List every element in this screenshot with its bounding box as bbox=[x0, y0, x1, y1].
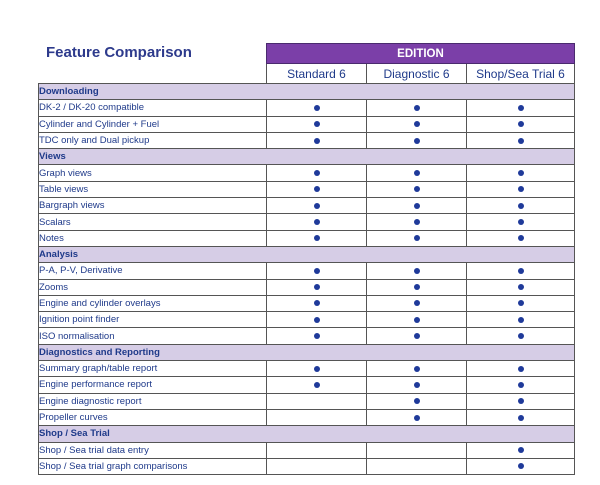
availability-cell bbox=[267, 132, 367, 148]
availability-cell bbox=[467, 214, 575, 230]
included-dot-icon bbox=[414, 366, 420, 372]
availability-cell bbox=[267, 295, 367, 311]
table-row bbox=[39, 377, 575, 393]
feature-label: Table views bbox=[39, 181, 267, 197]
table-row bbox=[39, 100, 575, 116]
availability-cell bbox=[467, 263, 575, 279]
included-dot-icon bbox=[314, 170, 320, 176]
availability-cell bbox=[467, 116, 575, 132]
availability-cell bbox=[467, 198, 575, 214]
included-dot-icon bbox=[414, 300, 420, 306]
included-dot-icon bbox=[414, 105, 420, 111]
section-row bbox=[39, 246, 575, 262]
availability-cell bbox=[367, 442, 467, 458]
included-dot-icon bbox=[518, 268, 524, 274]
included-dot-icon bbox=[518, 317, 524, 323]
section-row bbox=[39, 149, 575, 165]
included-dot-icon bbox=[314, 366, 320, 372]
included-dot-icon bbox=[314, 203, 320, 209]
included-dot-icon bbox=[518, 138, 524, 144]
included-dot-icon bbox=[518, 105, 524, 111]
section-row bbox=[39, 344, 575, 360]
availability-cell bbox=[367, 409, 467, 425]
availability-cell bbox=[267, 263, 367, 279]
included-dot-icon bbox=[314, 121, 320, 127]
availability-cell bbox=[467, 312, 575, 328]
availability-cell bbox=[367, 230, 467, 246]
included-dot-icon bbox=[414, 415, 420, 421]
edition-names-row bbox=[39, 64, 575, 84]
included-dot-icon bbox=[518, 382, 524, 388]
section-label: Views bbox=[39, 149, 575, 165]
section-row bbox=[39, 84, 575, 100]
included-dot-icon bbox=[518, 333, 524, 339]
feature-label: DK-2 / DK-20 compatible bbox=[39, 100, 267, 116]
included-dot-icon bbox=[414, 138, 420, 144]
feature-label: Zooms bbox=[39, 279, 267, 295]
table-row bbox=[39, 442, 575, 458]
included-dot-icon bbox=[518, 170, 524, 176]
edition-diagnostic: Diagnostic 6 bbox=[367, 64, 467, 84]
feature-label: Engine and cylinder overlays bbox=[39, 295, 267, 311]
availability-cell bbox=[467, 361, 575, 377]
availability-cell bbox=[267, 377, 367, 393]
availability-cell bbox=[367, 295, 467, 311]
availability-cell bbox=[467, 165, 575, 181]
included-dot-icon bbox=[518, 300, 524, 306]
table-row bbox=[39, 230, 575, 246]
feature-label: ISO normalisation bbox=[39, 328, 267, 344]
section-label: Downloading bbox=[39, 84, 575, 100]
included-dot-icon bbox=[518, 235, 524, 241]
section-label: Diagnostics and Reporting bbox=[39, 344, 575, 360]
feature-label: Scalars bbox=[39, 214, 267, 230]
availability-cell bbox=[467, 230, 575, 246]
included-dot-icon bbox=[518, 398, 524, 404]
included-dot-icon bbox=[314, 317, 320, 323]
table-row bbox=[39, 165, 575, 181]
included-dot-icon bbox=[518, 203, 524, 209]
table-row bbox=[39, 295, 575, 311]
included-dot-icon bbox=[314, 300, 320, 306]
included-dot-icon bbox=[314, 333, 320, 339]
header-spacer bbox=[39, 44, 267, 64]
feature-label: Engine diagnostic report bbox=[39, 393, 267, 409]
included-dot-icon bbox=[518, 463, 524, 469]
availability-cell bbox=[267, 312, 367, 328]
availability-cell bbox=[367, 458, 467, 474]
table-row bbox=[39, 181, 575, 197]
availability-cell bbox=[467, 181, 575, 197]
included-dot-icon bbox=[414, 317, 420, 323]
availability-cell bbox=[467, 328, 575, 344]
included-dot-icon bbox=[518, 219, 524, 225]
included-dot-icon bbox=[314, 284, 320, 290]
availability-cell bbox=[467, 458, 575, 474]
included-dot-icon bbox=[314, 105, 320, 111]
availability-cell bbox=[267, 100, 367, 116]
feature-label: Shop / Sea trial data entry bbox=[39, 442, 267, 458]
included-dot-icon bbox=[414, 284, 420, 290]
availability-cell bbox=[267, 328, 367, 344]
feature-label: Summary graph/table report bbox=[39, 361, 267, 377]
included-dot-icon bbox=[414, 268, 420, 274]
included-dot-icon bbox=[518, 121, 524, 127]
included-dot-icon bbox=[414, 398, 420, 404]
header-spacer bbox=[39, 64, 267, 84]
table-row bbox=[39, 409, 575, 425]
edition-shop-sea-trial: Shop/Sea Trial 6 bbox=[467, 64, 575, 84]
feature-label: Bargraph views bbox=[39, 198, 267, 214]
availability-cell bbox=[467, 100, 575, 116]
page-title: Feature Comparison bbox=[46, 44, 192, 61]
availability-cell bbox=[267, 198, 367, 214]
availability-cell bbox=[467, 295, 575, 311]
feature-label: Graph views bbox=[39, 165, 267, 181]
feature-label: Engine performance report bbox=[39, 377, 267, 393]
section-label: Analysis bbox=[39, 246, 575, 262]
included-dot-icon bbox=[314, 268, 320, 274]
table-row bbox=[39, 361, 575, 377]
included-dot-icon bbox=[414, 235, 420, 241]
availability-cell bbox=[367, 132, 467, 148]
feature-label: P-A, P-V, Derivative bbox=[39, 263, 267, 279]
availability-cell bbox=[267, 214, 367, 230]
table-row bbox=[39, 279, 575, 295]
included-dot-icon bbox=[414, 186, 420, 192]
table-row bbox=[39, 458, 575, 474]
table-row bbox=[39, 198, 575, 214]
availability-cell bbox=[367, 377, 467, 393]
availability-cell bbox=[467, 377, 575, 393]
included-dot-icon bbox=[518, 186, 524, 192]
feature-label: Ignition point finder bbox=[39, 312, 267, 328]
availability-cell bbox=[267, 442, 367, 458]
included-dot-icon bbox=[414, 219, 420, 225]
edition-header: EDITION bbox=[267, 44, 575, 64]
feature-label: TDC only and Dual pickup bbox=[39, 132, 267, 148]
included-dot-icon bbox=[314, 382, 320, 388]
availability-cell bbox=[367, 263, 467, 279]
included-dot-icon bbox=[414, 203, 420, 209]
included-dot-icon bbox=[414, 333, 420, 339]
availability-cell bbox=[267, 409, 367, 425]
availability-cell bbox=[367, 214, 467, 230]
availability-cell bbox=[367, 116, 467, 132]
availability-cell bbox=[367, 165, 467, 181]
availability-cell bbox=[367, 100, 467, 116]
included-dot-icon bbox=[414, 121, 420, 127]
feature-label: Propeller curves bbox=[39, 409, 267, 425]
availability-cell bbox=[267, 165, 367, 181]
availability-cell bbox=[367, 361, 467, 377]
included-dot-icon bbox=[314, 138, 320, 144]
availability-cell bbox=[267, 181, 367, 197]
included-dot-icon bbox=[518, 447, 524, 453]
availability-cell bbox=[467, 132, 575, 148]
availability-cell bbox=[367, 279, 467, 295]
section-row bbox=[39, 426, 575, 442]
table-row bbox=[39, 263, 575, 279]
feature-label: Cylinder and Cylinder + Fuel bbox=[39, 116, 267, 132]
table-row bbox=[39, 214, 575, 230]
table-row bbox=[39, 328, 575, 344]
feature-comparison-table bbox=[38, 43, 575, 475]
availability-cell bbox=[367, 198, 467, 214]
feature-label: Notes bbox=[39, 230, 267, 246]
included-dot-icon bbox=[518, 415, 524, 421]
feature-label: Shop / Sea trial graph comparisons bbox=[39, 458, 267, 474]
included-dot-icon bbox=[314, 235, 320, 241]
table-row bbox=[39, 116, 575, 132]
included-dot-icon bbox=[314, 219, 320, 225]
table-row bbox=[39, 393, 575, 409]
included-dot-icon bbox=[314, 186, 320, 192]
included-dot-icon bbox=[518, 284, 524, 290]
availability-cell bbox=[267, 393, 367, 409]
availability-cell bbox=[467, 442, 575, 458]
included-dot-icon bbox=[518, 366, 524, 372]
table-row bbox=[39, 132, 575, 148]
availability-cell bbox=[367, 312, 467, 328]
availability-cell bbox=[367, 328, 467, 344]
availability-cell bbox=[267, 230, 367, 246]
availability-cell bbox=[467, 393, 575, 409]
availability-cell bbox=[267, 361, 367, 377]
availability-cell bbox=[467, 409, 575, 425]
included-dot-icon bbox=[414, 170, 420, 176]
availability-cell bbox=[267, 279, 367, 295]
edition-header-row bbox=[39, 44, 575, 64]
section-label: Shop / Sea Trial bbox=[39, 426, 575, 442]
availability-cell bbox=[367, 181, 467, 197]
availability-cell bbox=[467, 279, 575, 295]
availability-cell bbox=[367, 393, 467, 409]
availability-cell bbox=[267, 458, 367, 474]
availability-cell bbox=[267, 116, 367, 132]
table-row bbox=[39, 312, 575, 328]
included-dot-icon bbox=[414, 382, 420, 388]
edition-standard: Standard 6 bbox=[267, 64, 367, 84]
